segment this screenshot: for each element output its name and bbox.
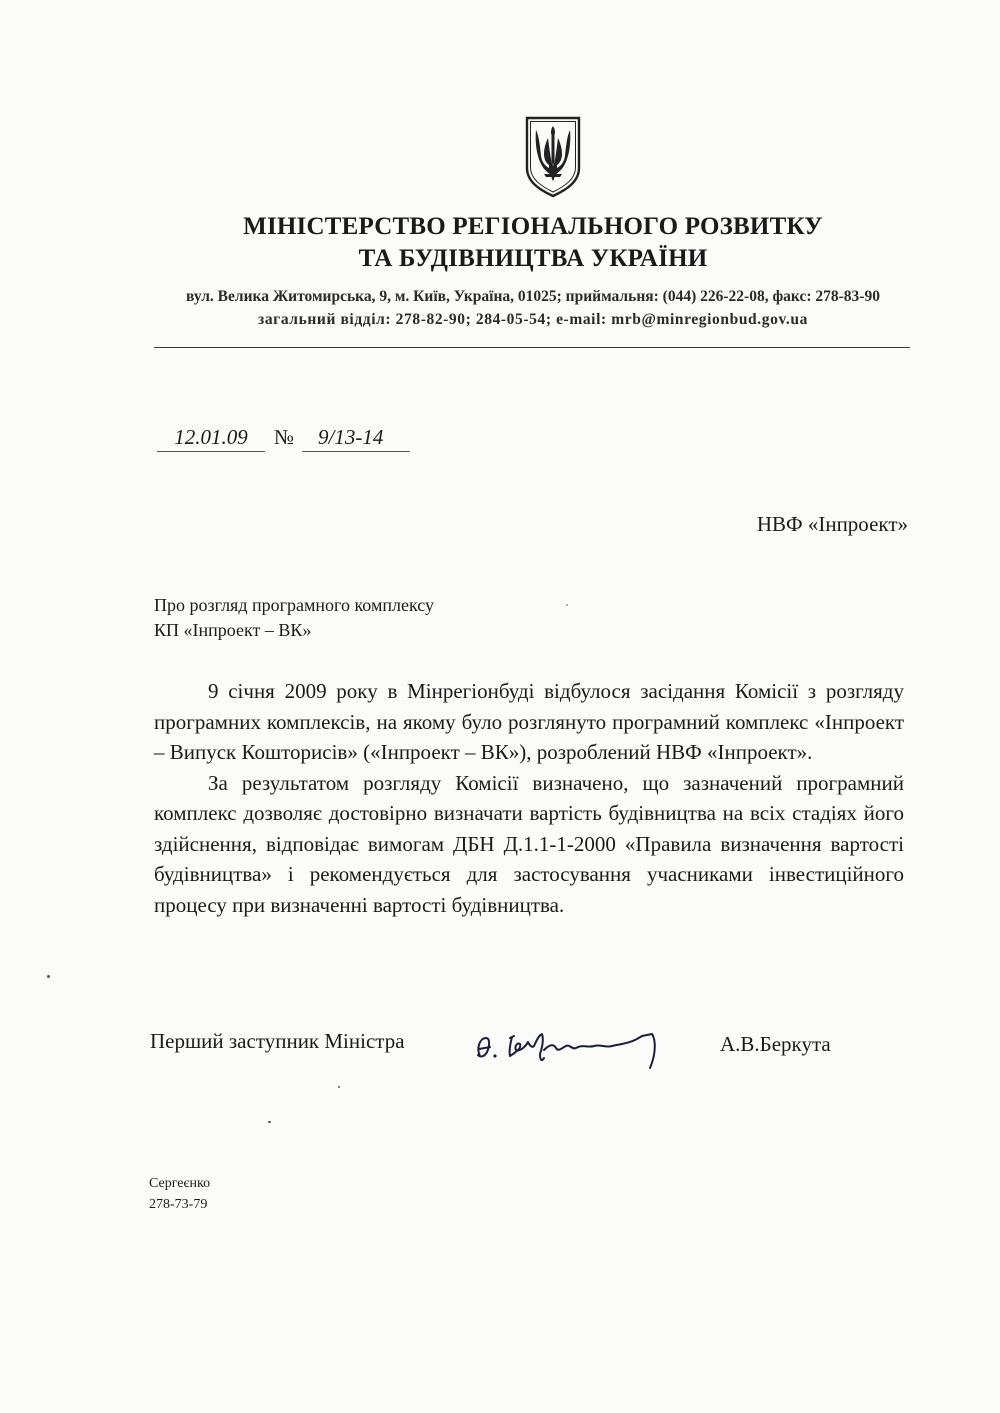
subject-line-1: Про розгляд програмного комплексу <box>154 595 434 615</box>
handwritten-signature <box>470 1022 666 1070</box>
letter-subject <box>154 593 434 643</box>
letterhead-divider <box>154 347 910 348</box>
executor-name: Сергеєнко <box>149 1176 211 1191</box>
scan-speck <box>47 975 50 978</box>
scan-speck <box>268 1121 271 1123</box>
ministry-title-line-1: МІНІСТЕРСТВО РЕГІОНАЛЬНОГО РОЗВИТКУ <box>243 213 823 240</box>
scan-speck <box>566 604 568 606</box>
body-paragraph-1: 9 січня 2009 року в Мінрегіонбуді відбулося засідання Комісії з розгляду програмних комплексів, на якому було розглянуто програмний комплекс «Інпроект – Випуск Кошторисів» («Інпроект – ВК»), розроблений НВФ «Інпроект». <box>154 679 904 764</box>
scan-speck <box>338 1086 340 1088</box>
signer-name: А.В.Беркута <box>720 1032 831 1056</box>
registration-number: 9/13-14 <box>302 424 410 452</box>
body-paragraph-2: За результатом розгляду Комісії визначено, що зазначений програмний комплекс дозволяє достовірно визначати вартість будівництва на всіх стадіях його здійснення, відповідає вимогам ДБН Д.1.1-1-2000 «Правила визначення вартості будівництва» і рекомендується для застосування учасниками інвестиційного процесу при визначенні вартості будівництва. <box>154 770 904 917</box>
executor-phone: 278-73-79 <box>149 1197 208 1212</box>
ministry-address-line-1: вул. Велика Житомирська, 9, м. Київ, Україна, 01025; приймальня: (044) 226-22-08, факс: 278-83-90 <box>186 288 880 305</box>
subject-line-2: КП «Інпроект – ВК» <box>154 620 312 640</box>
ministry-address-line-2: загальний відділ: 278-82-90; 284-05-54; e-mail: mrb@minregionbud.gov.ua <box>258 311 808 328</box>
ministry-title-line-2: ТА БУДІВНИЦТВА УКРАЇНИ <box>358 245 708 272</box>
registration-number-sign: № <box>274 425 295 449</box>
letter-body <box>154 676 904 920</box>
recipient: НВФ «Інпроект» <box>756 512 908 536</box>
trident-emblem-icon <box>524 116 582 198</box>
signer-position: Перший заступник Міністра <box>150 1029 405 1053</box>
registration-date: 12.01.09 <box>157 424 265 452</box>
